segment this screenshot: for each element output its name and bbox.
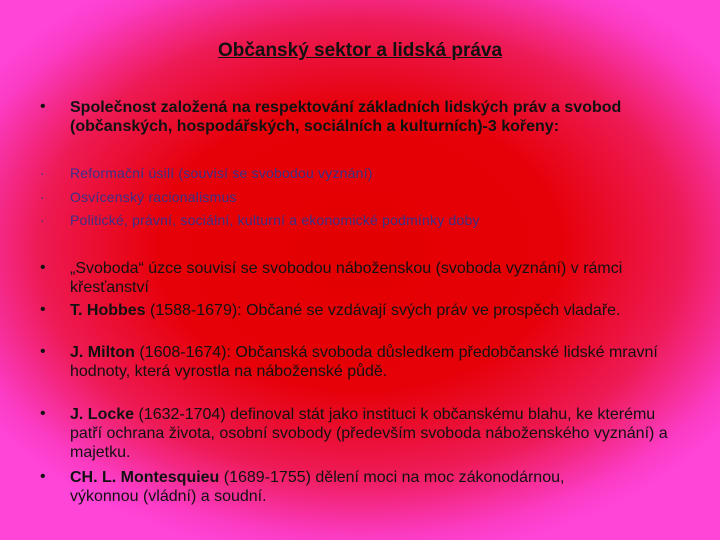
root-text: Osvícenský racionalismus — [70, 189, 237, 205]
point-text — [70, 259, 645, 297]
bullet-icon: • — [40, 343, 46, 360]
point-text — [70, 468, 630, 506]
root-text: Politické, právní, sociální, kulturní a ekonomické podmínky doby — [70, 212, 480, 228]
point-body: (1588-1679): Občané se vzdávají svých práv ve prospěch vladaře. — [145, 302, 621, 319]
sub-bullet-icon: · — [40, 212, 45, 228]
bullet-icon: • — [40, 301, 46, 318]
point-author: CH. L. Montesquieu — [70, 469, 220, 486]
point-text — [70, 343, 680, 381]
point-body: (1632-1704) definoval stát jako instituci k občanskému blahu, ke kterému patří ochrana života, osobní svobody (především svoboda náboženského vyznání) a majetku. — [70, 406, 668, 461]
intro-text: Společnost založená na respektování základních lidských práv a svobod (občanských, hospodářských, sociálních a kulturních)-3 kořeny: — [70, 99, 622, 135]
bullet-icon: • — [40, 98, 46, 115]
point-body: (1608-1674): Občanská svoboda důsledkem předobčanské lidské mravní hodnoty, která vyrostla na náboženské půdě. — [70, 344, 658, 380]
sub-bullet-icon: · — [40, 189, 45, 205]
slide-title: Občanský sektor a lidská práva — [217, 40, 503, 61]
point-body: (1689-1755) dělení moci na moc zákonodárnou, výkonnou (vládní) a soudní. — [70, 469, 565, 505]
point-body: „Svoboda“ úzce souvisí se svobodou náboženskou (svoboda vyznání) v rámci křesťanství — [70, 260, 623, 296]
bullet-icon: • — [40, 405, 46, 422]
bullet-icon: • — [40, 259, 46, 276]
point-author: J. Milton — [70, 344, 135, 361]
sub-bullet-icon: · — [40, 165, 45, 181]
point-text — [70, 301, 635, 320]
point-text — [70, 405, 680, 462]
root-text: Reformační úsilí (souvisí se svobodou vyznání) — [70, 165, 373, 181]
point-author: J. Locke — [70, 406, 135, 423]
point-author: T. Hobbes — [70, 302, 146, 319]
bullet-icon: • — [40, 468, 46, 485]
